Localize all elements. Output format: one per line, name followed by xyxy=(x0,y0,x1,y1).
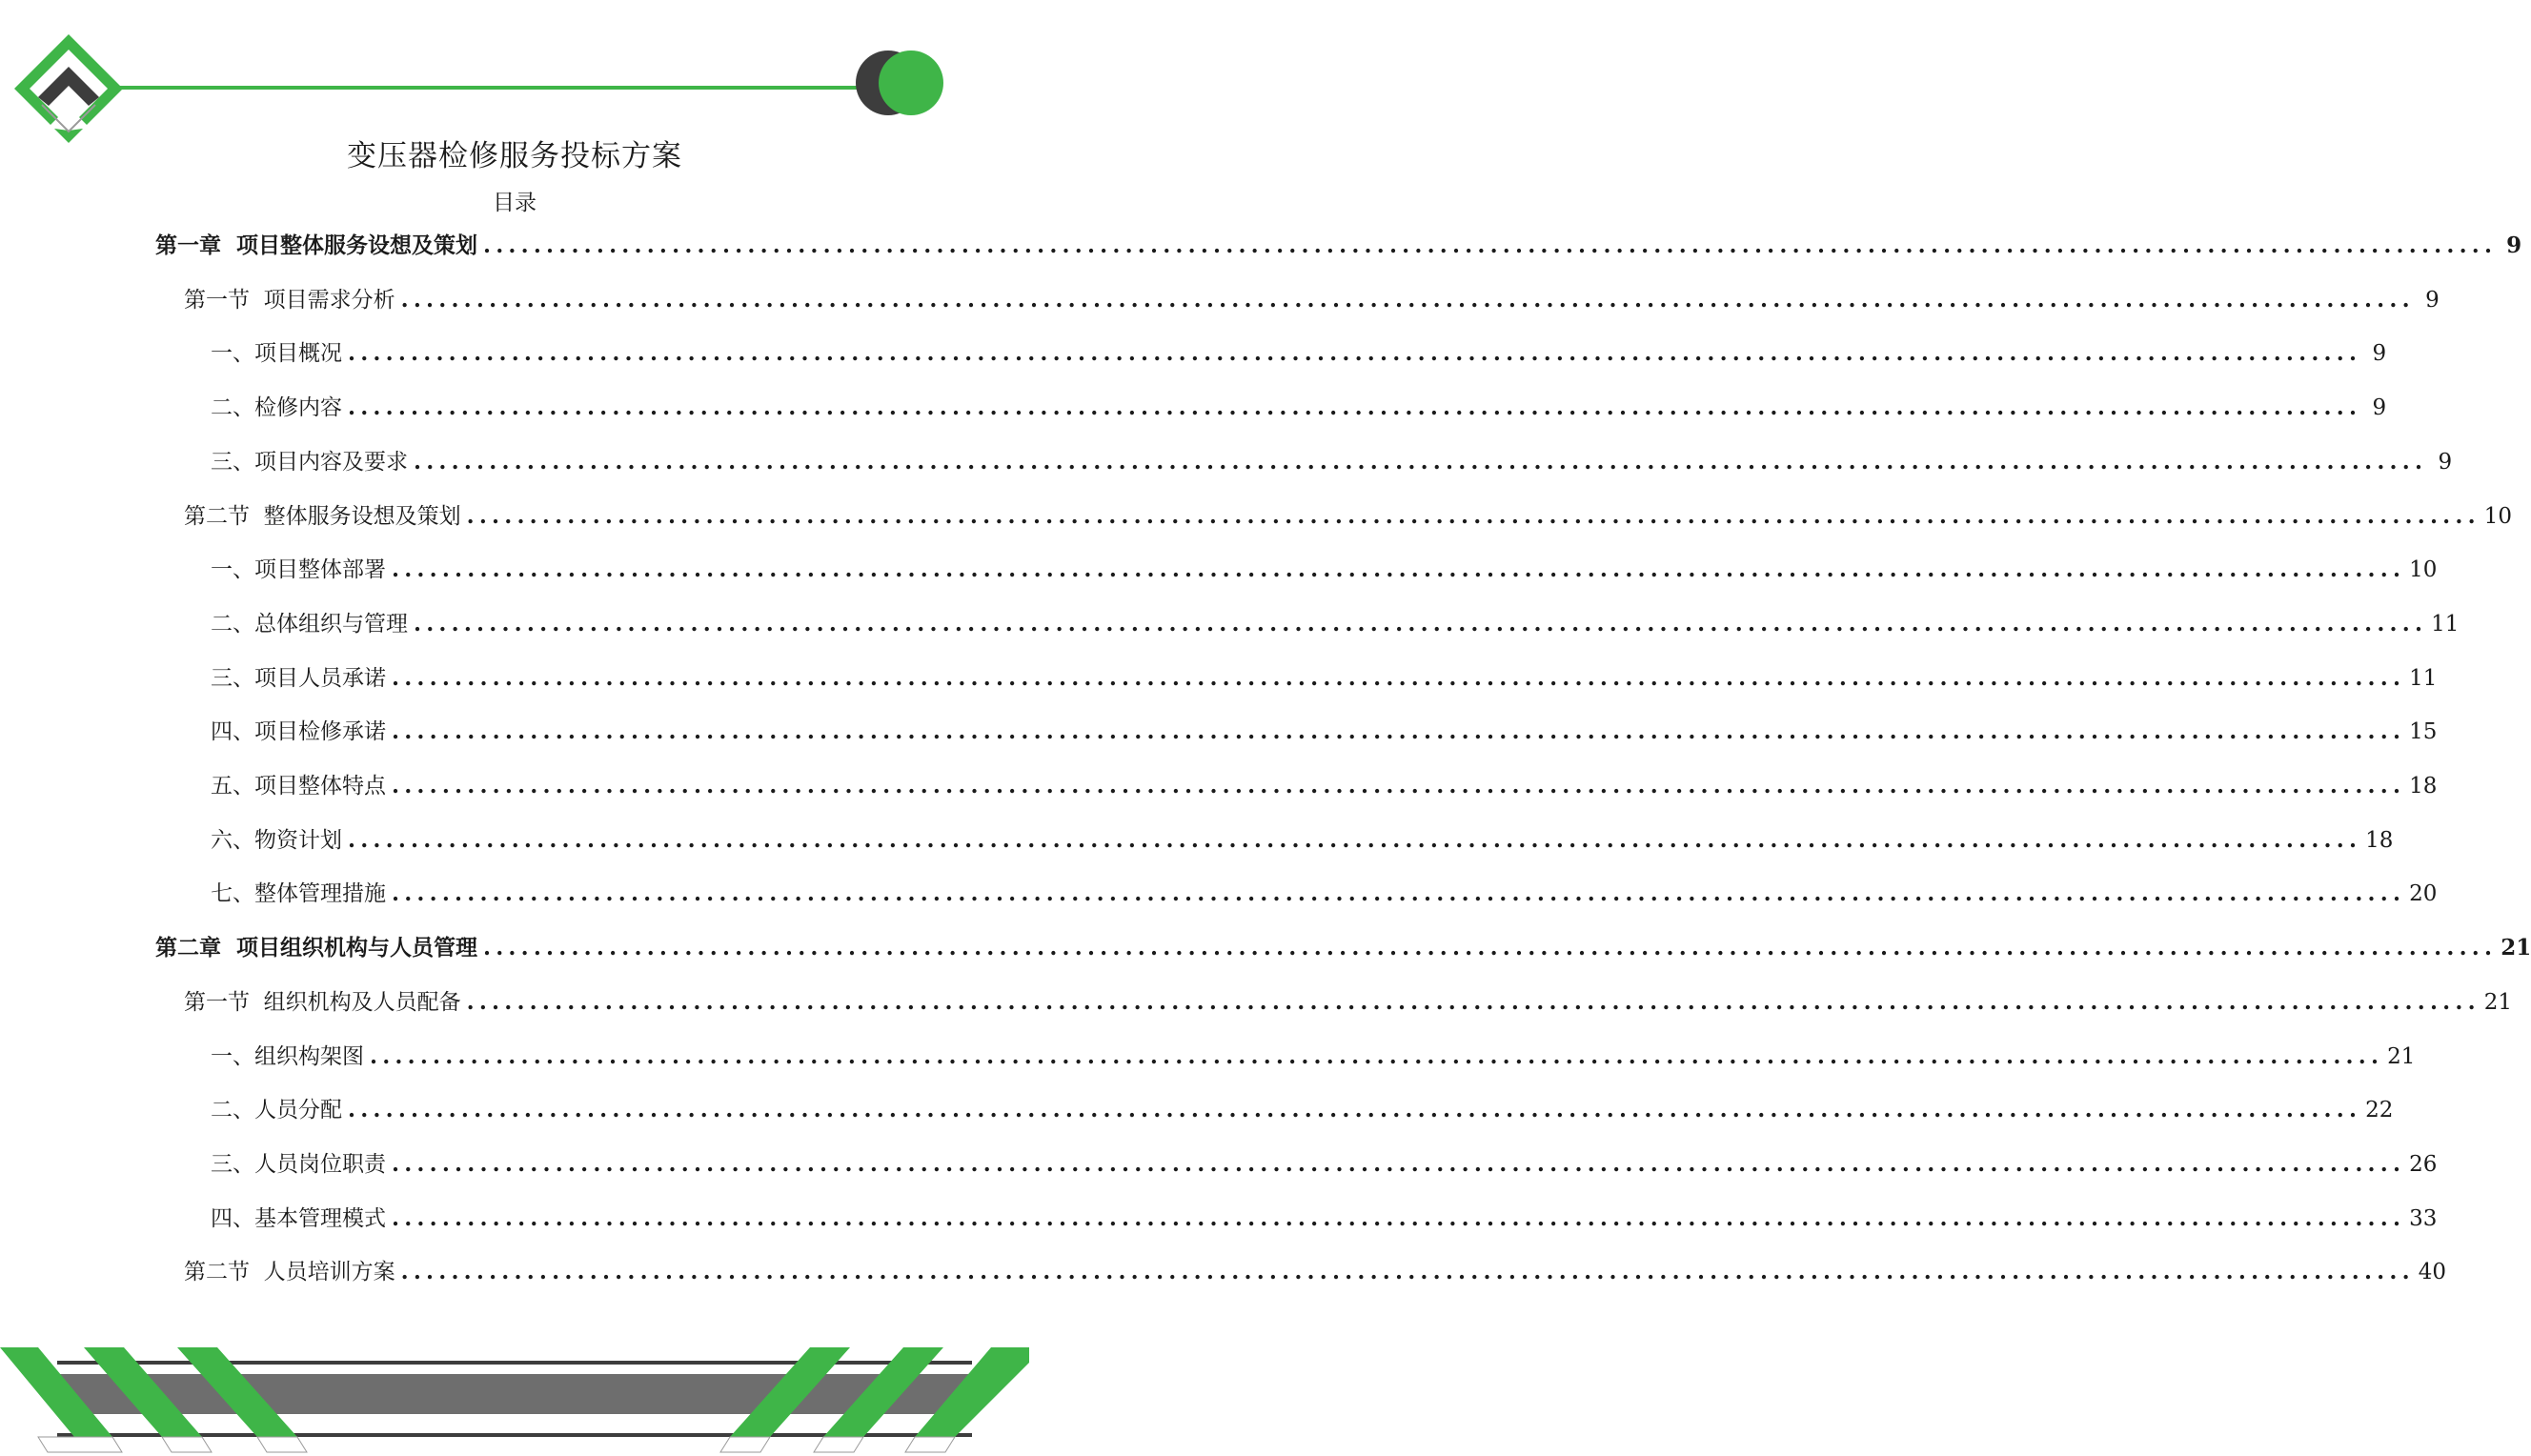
toc-entry[interactable] xyxy=(184,281,2440,319)
header-rule xyxy=(110,86,891,90)
toc-heading: 目录 xyxy=(493,191,537,215)
toc-entry[interactable] xyxy=(155,929,2531,967)
toc-entry[interactable] xyxy=(155,227,2522,265)
toc-entry[interactable] xyxy=(211,821,2394,859)
toc-entry-page-number: 18 xyxy=(2409,774,2438,799)
toc-dot-leader: ................................................................................................................................................................ xyxy=(348,394,2362,421)
toc-entry[interactable] xyxy=(211,1145,2438,1183)
toc-dot-leader: ................................................................................................................................................................ xyxy=(466,502,2480,529)
toc-entry-page-number: 21 xyxy=(2387,1043,2416,1069)
header-decoration xyxy=(0,0,1029,143)
toc-dot-leader: ................................................................................................................................................................ xyxy=(392,556,2406,583)
toc-entry[interactable] xyxy=(211,767,2438,805)
toc-entry-page-number: 9 xyxy=(2438,449,2453,475)
toc-entry-page-number: 40 xyxy=(2418,1260,2447,1285)
toc-entry-title: 二、人员分配 xyxy=(211,1098,342,1123)
toc-dot-leader: ................................................................................................................................................................ xyxy=(414,610,2428,637)
toc-dot-leader: ................................................................................................................................................................ xyxy=(483,935,2498,961)
toc-entry-title: 四、基本管理模式 xyxy=(211,1205,386,1231)
toc-entry-page-number: 9 xyxy=(2372,395,2387,421)
toc-entry-page-number: 10 xyxy=(2483,503,2513,529)
toc-dot-leader: ................................................................................................................................................................ xyxy=(392,718,2406,745)
toc-entry-title: 三、项目人员承诺 xyxy=(211,665,386,691)
circle-ornament-icon xyxy=(856,51,943,115)
toc-entry-title: 二、总体组织与管理 xyxy=(211,611,408,637)
toc-dot-leader: ................................................................................................................................................................ xyxy=(466,988,2480,1015)
toc-dot-leader: ................................................................................................................................................................ xyxy=(370,1042,2384,1069)
document-title: 变压器检修服务投标方案 xyxy=(347,139,682,173)
toc-entry-page-number: 21 xyxy=(2483,989,2513,1015)
footer-band xyxy=(57,1374,972,1414)
toc-entry-title: 第二节 人员培训方案 xyxy=(184,1260,395,1285)
toc-entry[interactable] xyxy=(184,983,2513,1021)
toc-entry-title: 第二节 整体服务设想及策划 xyxy=(184,503,461,529)
toc-entry-title: 第二章 项目组织机构与人员管理 xyxy=(155,935,478,961)
toc-entry-page-number: 22 xyxy=(2365,1098,2394,1123)
toc-entry-page-number: 10 xyxy=(2409,557,2438,583)
toc-entry-page-number: 18 xyxy=(2365,827,2394,853)
toc-entry-title: 二、检修内容 xyxy=(211,395,342,421)
toc-dot-leader: ................................................................................................................................................................ xyxy=(348,1097,2362,1123)
toc-entry-page-number: 11 xyxy=(2409,665,2438,691)
toc-entry[interactable] xyxy=(211,551,2438,589)
toc-entry[interactable] xyxy=(211,1200,2438,1238)
toc-entry[interactable] xyxy=(211,659,2438,698)
toc-entry-page-number: 26 xyxy=(2409,1151,2438,1177)
toc-entry-title: 七、整体管理措施 xyxy=(211,881,386,907)
toc-dot-leader: ................................................................................................................................................................ xyxy=(348,340,2362,367)
toc-entry-title: 六、物资计划 xyxy=(211,827,342,853)
toc-entry[interactable] xyxy=(211,1091,2394,1129)
toc-entry[interactable] xyxy=(211,605,2460,643)
toc-dot-leader: ................................................................................................................................................................ xyxy=(392,880,2406,907)
toc-dot-leader: ................................................................................................................................................................ xyxy=(392,1150,2406,1177)
toc-entry-page-number: 11 xyxy=(2431,611,2460,637)
toc-entry-title: 第一节 项目需求分析 xyxy=(184,287,395,313)
toc-entry-page-number: 9 xyxy=(2506,233,2522,258)
diamond-logo-icon xyxy=(14,34,123,143)
toc-entry-title: 五、项目整体特点 xyxy=(211,774,386,799)
toc-entry-title: 一、项目概况 xyxy=(211,341,342,367)
toc-entry-page-number: 15 xyxy=(2409,719,2438,745)
toc-entry[interactable] xyxy=(211,443,2453,481)
toc-entry-page-number: 20 xyxy=(2409,881,2438,907)
toc-dot-leader: ................................................................................................................................................................ xyxy=(483,233,2498,258)
toc-entry-title: 三、项目内容及要求 xyxy=(211,449,408,475)
toc-entry[interactable] xyxy=(211,875,2438,913)
toc-entry[interactable] xyxy=(211,334,2387,373)
toc-entry[interactable] xyxy=(184,1253,2447,1291)
toc-entry-page-number: 9 xyxy=(2425,287,2440,313)
toc-entry-title: 一、项目整体部署 xyxy=(211,557,386,583)
toc-entry-title: 第一章 项目整体服务设想及策划 xyxy=(155,233,478,258)
toc-entry-page-number: 21 xyxy=(2501,935,2531,961)
toc-dot-leader: ................................................................................................................................................................ xyxy=(348,826,2362,853)
toc-dot-leader: ................................................................................................................................................................ xyxy=(392,664,2406,691)
toc-entry[interactable] xyxy=(211,713,2438,751)
toc-dot-leader: ................................................................................................................................................................ xyxy=(392,1204,2406,1231)
toc-entry[interactable] xyxy=(184,497,2513,536)
toc-dot-leader: ................................................................................................................................................................ xyxy=(400,286,2415,313)
toc-entry-page-number: 9 xyxy=(2372,341,2387,367)
toc-entry-title: 四、项目检修承诺 xyxy=(211,719,386,745)
toc-entry-title: 第一节 组织机构及人员配备 xyxy=(184,989,461,1015)
toc-dot-leader: ................................................................................................................................................................ xyxy=(400,1259,2415,1285)
toc-entry[interactable] xyxy=(211,1038,2416,1076)
toc-dot-leader: ................................................................................................................................................................ xyxy=(392,773,2406,799)
toc-entry-title: 一、组织构架图 xyxy=(211,1043,364,1069)
footer-decoration xyxy=(0,1334,1029,1456)
toc-entry-title: 三、人员岗位职责 xyxy=(211,1151,386,1177)
toc-dot-leader: ................................................................................................................................................................ xyxy=(414,448,2428,475)
toc-entry-page-number: 33 xyxy=(2409,1205,2438,1231)
toc-entry[interactable] xyxy=(211,389,2387,427)
